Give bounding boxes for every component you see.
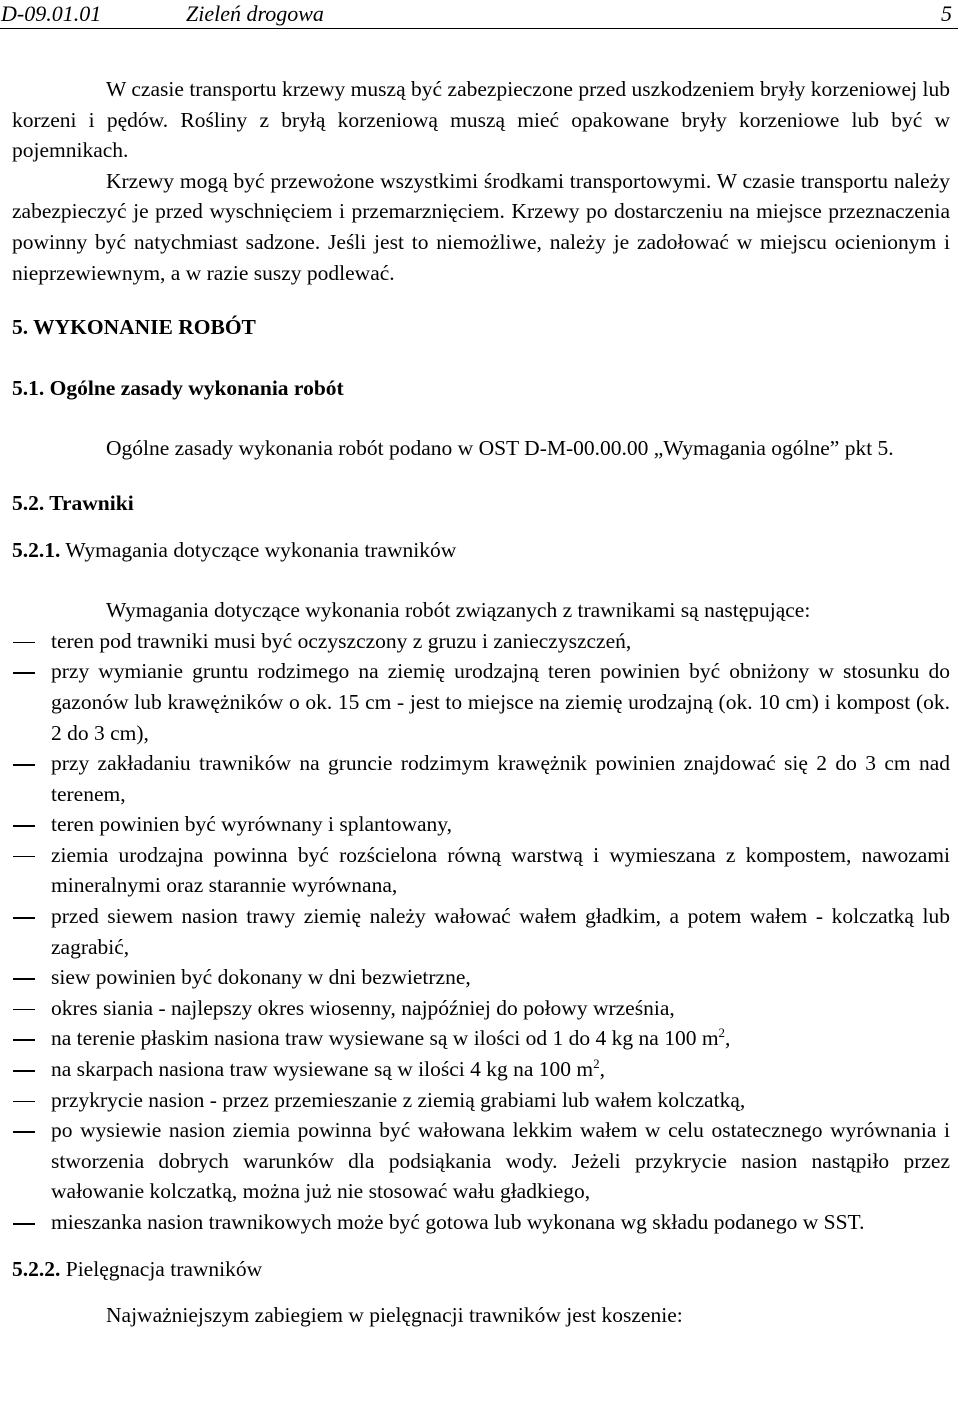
list-item: siew powinien być dokonany w dni bezwietrzne, bbox=[51, 965, 471, 990]
section-number-5-2-2: 5.2.2. bbox=[12, 1256, 61, 1281]
paragraph-general-rules: Ogólne zasady wykonania robót podano w OST D-M-00.00.00 „Wymagania ogólne” pkt 5. bbox=[106, 436, 894, 461]
list-item: przykrycie nasion - przez przemieszanie z ziemią grabiami lub wałem kolczatką, bbox=[51, 1087, 746, 1112]
paragraph-lawn-requirements: Wymagania dotyczące wykonania robót związanych z trawnikami są następujące: bbox=[106, 598, 811, 623]
section-heading-5: 5. WYKONANIE ROBÓT bbox=[12, 315, 256, 340]
list-item: teren pod trawniki musi być oczyszczony z gruzu i zanieczyszczeń, bbox=[51, 628, 632, 653]
requirements-list bbox=[12, 626, 950, 1238]
section-title-5-2-1: Wymagania dotyczące wykonania trawników bbox=[60, 537, 457, 562]
section-heading-5-2: 5.2. Trawniki bbox=[12, 490, 134, 515]
section-heading-5-2-2 bbox=[12, 1254, 950, 1285]
list-item: teren powinien być wyrównany i splantowany, bbox=[51, 812, 453, 837]
page-content bbox=[12, 74, 950, 1331]
list-item: ziemia urodzajna powinna być rozścielona równą warstwą i wymieszana z kompostem, nawozami mineralnymi oraz starannie wyrównana, bbox=[51, 842, 950, 898]
paragraph-transport-protection: W czasie transportu krzewy muszą być zabezpieczone przed uszkodzeniem bryły korzeniowej lub korzeni i pędów. Rośliny z bryłą korzeniową muszą mieć opakowane bryły korzeniowe lub być w pojemnikach. bbox=[12, 77, 950, 163]
list-item: na skarpach nasiona traw wysiewane są w ilości 4 kg na 100 $m^2$, bbox=[51, 1055, 606, 1082]
document-title: Zieleń drogowa bbox=[186, 1, 324, 26]
paragraph-lawn-care: Najważniejszym zabiegiem w pielęgnacji trawników jest koszenie: bbox=[106, 1303, 683, 1328]
page-header bbox=[0, 0, 958, 29]
list-item: przed siewem nasion trawy ziemię należy wałować wałem gładkim, a potem wałem - kolczatką lub zagrabić, bbox=[51, 904, 950, 959]
section-number-5-2-1: 5.2.1. bbox=[12, 537, 61, 562]
section-heading-5-1: 5.1. Ogólne zasady wykonania robót bbox=[12, 375, 344, 400]
list-item: przy zakładaniu trawników na gruncie rodzimym krawężnik powinien znajdować się 2 do 3 cm nad terenem, bbox=[51, 751, 950, 806]
paragraph-transport-means: Krzewy mogą być przewożone wszystkimi środkami transportowymi. W czasie transportu należy zabezpieczyć je przed wyschnięciem i przemarznięciem. Krzewy po dostarczeniu na miejsce przeznaczenia powinny być natychmiast sadzone. Jeśli jest to niemożliwe, należy je zadołować w miejscu ocienionym i nieprzewiewnym, a w razie suszy podlewać. bbox=[12, 168, 950, 285]
list-item: przy wymianie gruntu rodzimego na ziemię urodzajną teren powinien być obniżony w stosunku do gazonów lub krawężników o ok. 15 cm - jest to miejsce na ziemię urodzajną (ok. 10 cm) i kompost (ok. 2 do 3 cm), bbox=[51, 659, 950, 745]
list-item: okres siania - najlepszy okres wiosenny, najpóźniej do połowy września, bbox=[51, 995, 675, 1020]
list-item: po wysiewie nasion ziemia powinna być wałowana lekkim wałem w celu ostatecznego wyrównania i stworzenia dobrych warunków dla podsiąkania wody. Jeżeli przykrycie nasion nastąpiło przez wałowanie kolczatką, można już nie stosować wału gładkiego, bbox=[51, 1118, 950, 1204]
list-item: mieszanka nasion trawnikowych może być gotowa lub wykonana wg składu podanego w SST. bbox=[51, 1210, 865, 1234]
document-code: D-09.01.01 bbox=[1, 1, 102, 26]
list-item: na terenie płaskim nasiona traw wysiewane są w ilości od 1 do 4 kg na 100 $m^2$, bbox=[51, 1025, 731, 1051]
page-number: 5 bbox=[941, 1, 952, 26]
section-title-5-2-2: Pielęgnacja trawników bbox=[60, 1256, 263, 1281]
section-heading-5-2-1 bbox=[12, 535, 950, 566]
